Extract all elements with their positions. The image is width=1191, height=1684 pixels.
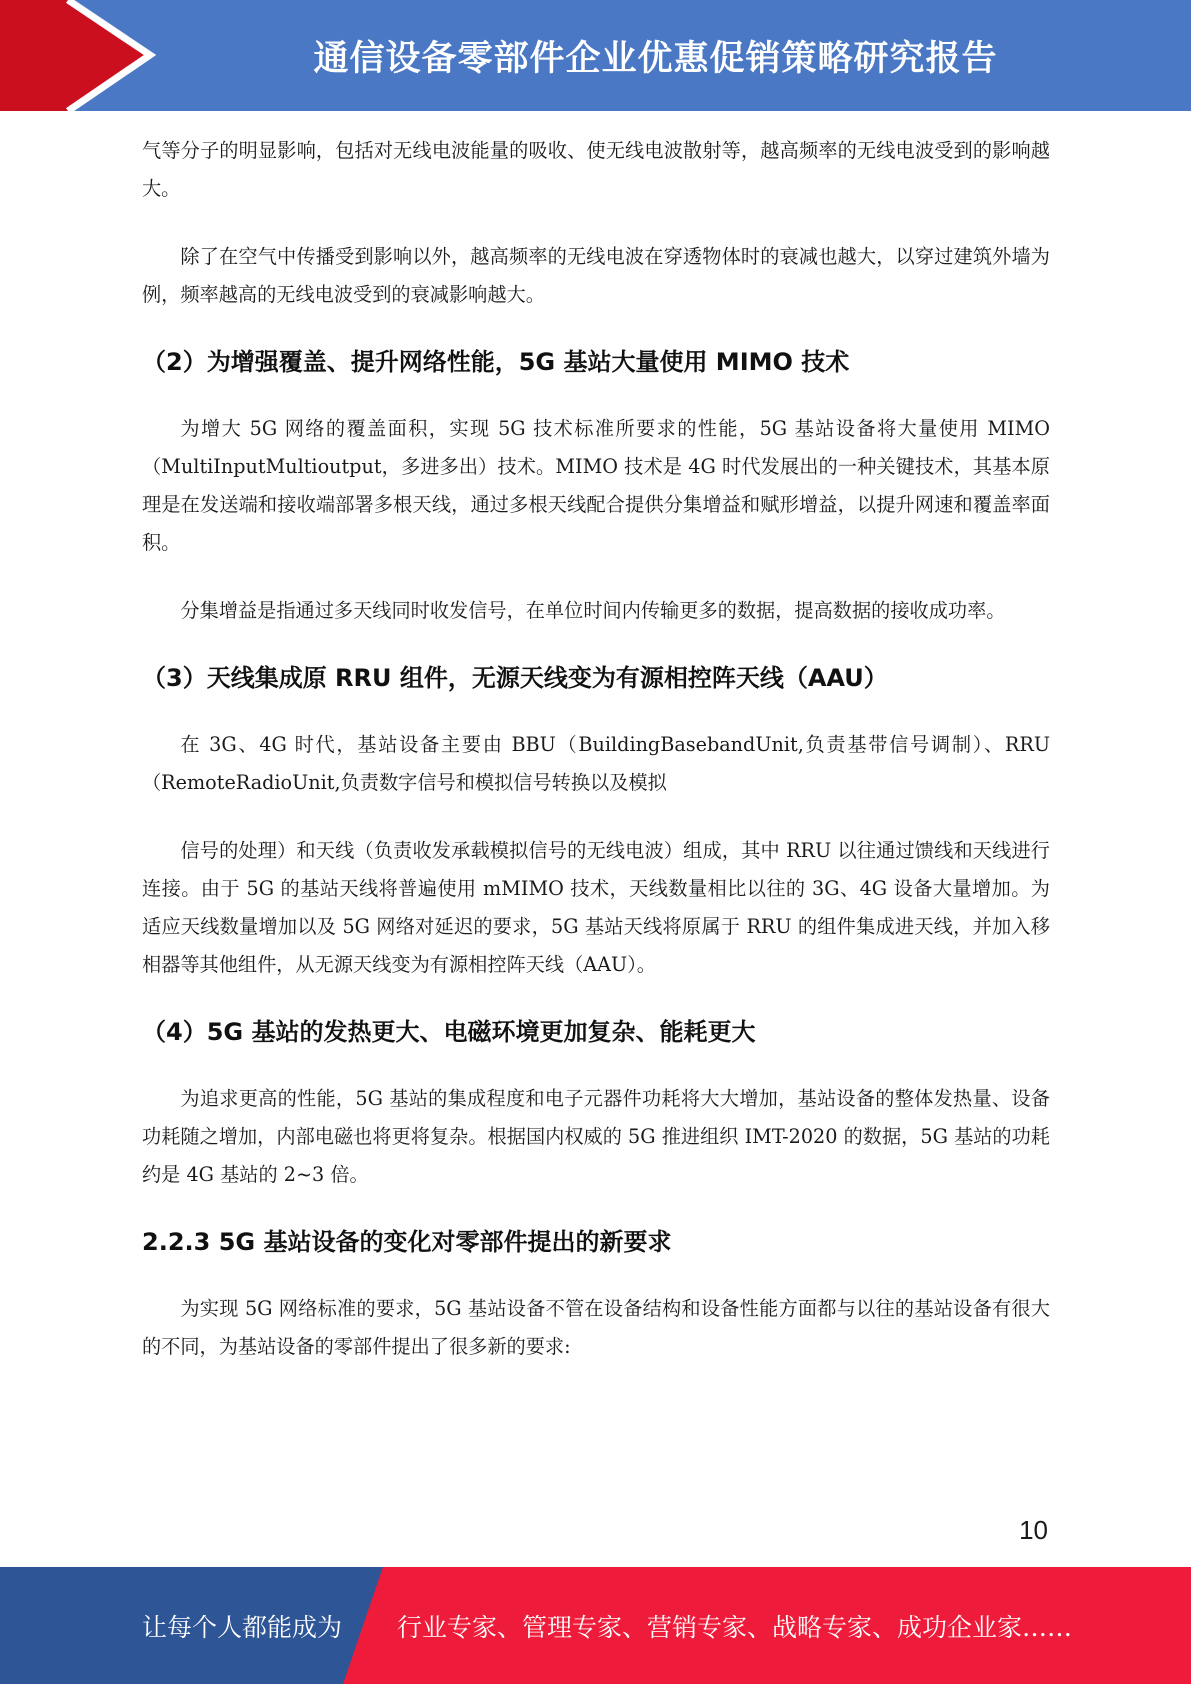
section-heading: （3）天线集成原 RRU 组件，无源天线变为有源相控阵天线（AAU）	[142, 664, 888, 692]
page-footer	[0, 1567, 1191, 1684]
page-header	[0, 0, 1191, 111]
subsection-heading: 2.2.3 5G 基站设备的变化对零部件提出的新要求	[142, 1228, 672, 1256]
paragraph: 为追求更高的性能，5G 基站的集成程度和电子元器件功耗将大大增加，基站设备的整体发热量、设备功耗随之增加，内部电磁也将更将复杂。根据国内权威的 5G 推进组织 IMT-2020 的数据，5G 基站的功耗约是 4G 基站的 2~3 倍。	[142, 1087, 1050, 1186]
paragraph: 分集增益是指通过多天线同时收发信号，在单位时间内传输更多的数据，提高数据的接收成功率。	[180, 599, 1006, 622]
footer-slogan-right: 行业专家、管理专家、营销专家、战略专家、成功企业家……	[397, 1612, 1073, 1642]
report-title: 通信设备零部件企业优惠促销策略研究报告	[313, 38, 998, 79]
paragraph: 除了在空气中传播受到影响以外，越高频率的无线电波在穿透物体时的衰减也越大，以穿过建筑外墙为例，频率越高的无线电波受到的衰减影响越大。	[142, 245, 1050, 306]
footer-slogan-left: 让每个人都能成为	[142, 1612, 343, 1642]
document-body	[142, 132, 1050, 1366]
paragraph: 在 3G、4G 时代，基站设备主要由 BBU（BuildingBasebandUnit,负责基带信号调制）、RRU（RemoteRadioUnit,负责数字信号和模拟信号转换以及模拟	[142, 733, 1050, 794]
paragraph: 信号的处理）和天线（负责收发承载模拟信号的无线电波）组成，其中 RRU 以往通过馈线和天线进行连接。由于 5G 的基站天线将普遍使用 mMIMO 技术，天线数量相比以往的 3G、4G 设备大量增加。为适应天线数量增加以及 5G 网络对延迟的要求，5G 基站天线将原属于 RRU 的组件集成进天线，并加入移相器等其他组件，从无源天线变为有源相控阵天线（AAU）。	[142, 839, 1050, 976]
page-number: 10	[1019, 1515, 1048, 1545]
paragraph: 气等分子的明显影响，包括对无线电波能量的吸收、使无线电波散射等，越高频率的无线电波受到的影响越大。	[142, 139, 1050, 200]
paragraph: 为实现 5G 网络标准的要求，5G 基站设备不管在设备结构和设备性能方面都与以往的基站设备有很大的不同，为基站设备的零部件提出了很多新的要求:	[142, 1297, 1050, 1358]
section-heading: （4）5G 基站的发热更大、电磁环境更加复杂、能耗更大	[142, 1018, 756, 1046]
paragraph: 为增大 5G 网络的覆盖面积，实现 5G 技术标准所要求的性能，5G 基站设备将大量使用 MIMO（MultiInputMultioutput，多进多出）技术。MIMO 技术是 4G 时代发展出的一种关键技术，其基本原理是在发送端和接收端部署多根天线，通过多根天线配合提供分集增益和赋形增益，以提升网速和覆盖率面积。	[142, 417, 1050, 554]
section-heading: （2）为增强覆盖、提升网络性能，5G 基站大量使用 MIMO 技术	[142, 348, 850, 376]
header-chevron-decoration	[0, 0, 160, 111]
